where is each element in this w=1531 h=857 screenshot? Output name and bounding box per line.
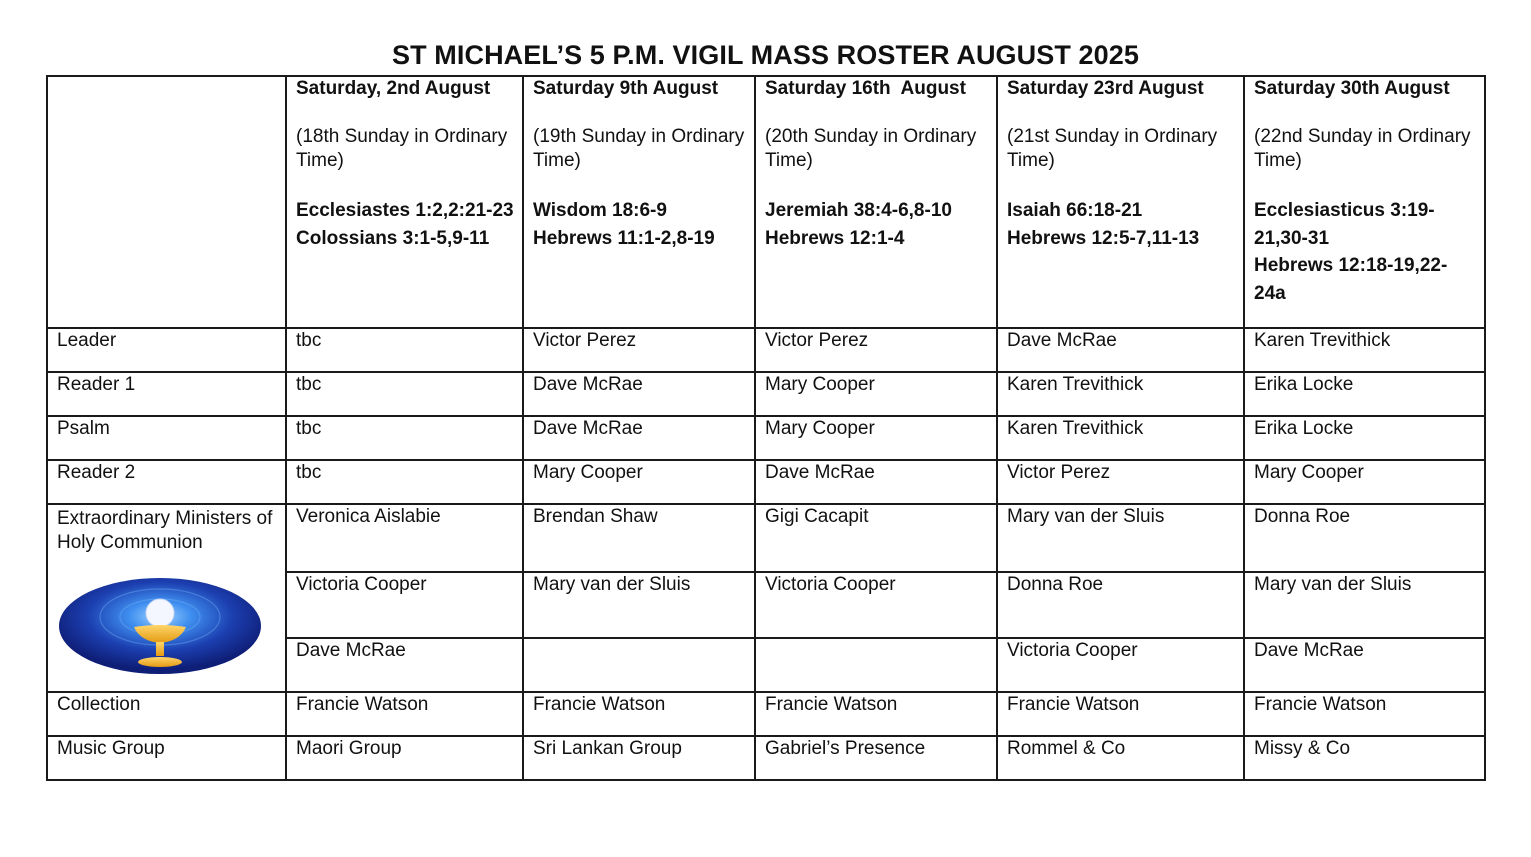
readings [1254, 197, 1476, 307]
reading: Hebrews 12:5-7,11-13 [1007, 227, 1200, 249]
roster-cell: Dave McRae [1244, 638, 1485, 692]
roster-cell: Victoria Cooper [755, 572, 997, 638]
row-label: Reader 1 [47, 372, 286, 416]
date-heading: Saturday, 2nd August [296, 78, 491, 99]
liturgical-sunday: (22nd Sunday in Ordinary Time) [1254, 126, 1471, 171]
row-label: Music Group [47, 736, 286, 780]
roster-cell [523, 638, 755, 692]
readings [765, 197, 988, 252]
roster-cell: Maori Group [286, 736, 523, 780]
roster-cell: Victor Perez [997, 460, 1244, 504]
eucharist-chalice-icon [58, 577, 262, 675]
roster-cell: Brendan Shaw [523, 504, 755, 572]
readings [533, 197, 746, 252]
date-header-cell [1244, 76, 1485, 328]
roster-cell: Karen Trevithick [1244, 328, 1485, 372]
roster-cell: tbc [286, 328, 523, 372]
reading: Hebrews 11:1-2,8-19 [533, 227, 715, 249]
roster-cell: Victoria Cooper [997, 638, 1244, 692]
roster-cell: Erika Locke [1244, 416, 1485, 460]
roster-cell: Mary Cooper [755, 372, 997, 416]
reading: Ecclesiasticus 3:19-21,30-31 [1254, 200, 1435, 249]
reading: Ecclesiastes 1:2,2:21-23 [296, 200, 514, 221]
date-heading: Saturday 9th August [533, 78, 719, 99]
date-header-cell [523, 76, 755, 328]
roster-cell: Francie Watson [286, 692, 523, 736]
row-label: Extraordinary Ministers of Holy Communion [57, 508, 273, 553]
roster-cell: tbc [286, 460, 523, 504]
date-heading: Saturday 30th August [1254, 78, 1450, 99]
liturgical-sunday: (21st Sunday in Ordinary Time) [1007, 126, 1218, 171]
roster-cell: Donna Roe [997, 572, 1244, 638]
roster-cell: Mary van der Sluis [523, 572, 755, 638]
roster-cell: Karen Trevithick [997, 416, 1244, 460]
roster-cell: Mary Cooper [1244, 460, 1485, 504]
roster-cell: Sri Lankan Group [523, 736, 755, 780]
roster-cell: Mary Cooper [755, 416, 997, 460]
roster-cell: Veronica Aislabie [286, 504, 523, 572]
reading: Colossians 3:1-5,9-11 [296, 227, 490, 249]
roster-cell: Dave McRae [755, 460, 997, 504]
music-row [47, 736, 1485, 780]
liturgical-sunday: (19th Sunday in Ordinary Time) [533, 126, 745, 171]
reader2-row [47, 460, 1485, 504]
roster-cell: Dave McRae [523, 416, 755, 460]
roster-cell: Mary van der Sluis [997, 504, 1244, 572]
reading: Hebrews 12:18-19,22-24a [1254, 255, 1448, 304]
roster-cell: Missy & Co [1244, 736, 1485, 780]
reading: Jeremiah 38:4-6,8-10 [765, 200, 952, 221]
ministers-label-cell [47, 504, 286, 692]
roster-cell: Dave McRae [523, 372, 755, 416]
roster-cell: Francie Watson [1244, 692, 1485, 736]
psalm-row [47, 416, 1485, 460]
roster-cell: Francie Watson [755, 692, 997, 736]
corner-cell [47, 76, 286, 328]
roster-cell: Rommel & Co [997, 736, 1244, 780]
roster-cell: tbc [286, 372, 523, 416]
roster-cell: Gabriel’s Presence [755, 736, 997, 780]
reading: Isaiah 66:18-21 [1007, 200, 1143, 221]
reader1-row [47, 372, 1485, 416]
roster-cell: Victor Perez [523, 328, 755, 372]
roster-cell [755, 638, 997, 692]
roster-cell: Karen Trevithick [997, 372, 1244, 416]
header-row [47, 76, 1485, 328]
date-header-cell [286, 76, 523, 328]
roster-cell: Dave McRae [997, 328, 1244, 372]
reading: Hebrews 12:1-4 [765, 227, 905, 249]
row-label: Psalm [47, 416, 286, 460]
ministers-row [47, 504, 1485, 572]
reading: Wisdom 18:6-9 [533, 200, 667, 221]
date-heading: Saturday 16th August [765, 78, 966, 99]
roster-cell: Erika Locke [1244, 372, 1485, 416]
row-label: Reader 2 [47, 460, 286, 504]
roster-cell: Francie Watson [523, 692, 755, 736]
row-label: Leader [47, 328, 286, 372]
row-label: Collection [47, 692, 286, 736]
roster-cell: tbc [286, 416, 523, 460]
roster-cell: Victoria Cooper [286, 572, 523, 638]
readings [296, 197, 514, 252]
roster-cell: Dave McRae [286, 638, 523, 692]
collection-row [47, 692, 1485, 736]
page-title: ST MICHAEL’S 5 P.M. VIGIL MASS ROSTER AUGUST 2025 [391, 40, 1140, 70]
roster-cell: Victor Perez [755, 328, 997, 372]
roster-cell: Donna Roe [1244, 504, 1485, 572]
liturgical-sunday: (18th Sunday in Ordinary Time) [296, 126, 508, 171]
leader-row [47, 328, 1485, 372]
date-header-cell [755, 76, 997, 328]
liturgical-sunday: (20th Sunday in Ordinary Time) [765, 126, 977, 171]
roster-cell: Mary van der Sluis [1244, 572, 1485, 638]
roster-cell: Francie Watson [997, 692, 1244, 736]
date-header-cell [997, 76, 1244, 328]
readings [1007, 197, 1235, 252]
date-heading: Saturday 23rd August [1007, 78, 1204, 99]
roster-cell: Mary Cooper [523, 460, 755, 504]
roster-cell: Gigi Cacapit [755, 504, 997, 572]
roster-table [46, 75, 1486, 781]
